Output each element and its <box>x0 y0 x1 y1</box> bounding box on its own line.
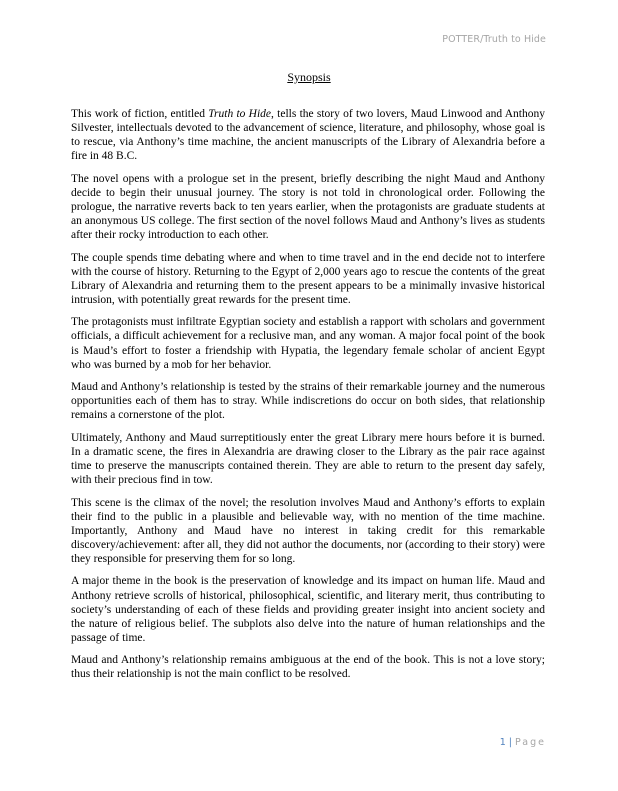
paragraph-6: Ultimately, Anthony and Maud surreptitiously enter the great Library mere hours before it is burned. In a dramatic scene, the fires in Alexandria are drawing closer to the Library as the pair race against time to preserve the manuscripts contained therein. They are able to return to the present day safely, with their precious find in tow. <box>71 431 545 487</box>
paragraph-1-before: This work of fiction, entitled <box>71 108 209 120</box>
paragraph-3: The couple spends time debating where and when to time travel and in the end decide not to interfere with the course of history. Returning to the Egypt of 2,000 years ago to rescue the contents of the great Library of Alexandria and returning them to the present appears to be a minimally invasive historical intrusion, with potentially great rewards for the present time. <box>71 251 545 306</box>
paragraph-1 <box>71 107 545 163</box>
paragraph-2: The novel opens with a prologue set in the present, briefly describing the night Maud and Anthony decide to begin their unusual journey. The story is not told in chronological order. Following the prologue, the narrative reverts back to ten years earlier, when the protagonists are graduate students at an anonymous US college. The first section of the novel follows Maud and Anthony’s lives as students after their rocky introduction to each other. <box>71 172 545 242</box>
page-title: Synopsis <box>287 70 331 84</box>
footer-separator: | <box>508 737 512 748</box>
page-label: Page <box>515 737 546 748</box>
paragraph-5: Maud and Anthony’s relationship is tested by the strains of their remarkable journey and the numerous opportunities each of them has to stray. While indiscretions do occur on both sides, that relationship remains a cornerstone of the plot. <box>71 381 545 422</box>
paragraph-9: Maud and Anthony’s relationship remains ambiguous at the end of the book. This is not a love story; thus their relationship is not the main conflict to be resolved. <box>71 654 545 681</box>
paragraph-7: This scene is the climax of the novel; the resolution involves Maud and Anthony’s efforts to explain their find to the public in a plausible and believable way, with no mention of the time machine. Importantly, Anthony and Maud have no interest in taking credit for this remarkable discovery/achievement: after all, they did not author the documents, nor (according to their story) were they responsible for preserving them for so long. <box>71 496 545 565</box>
page-number: 1 <box>499 737 506 748</box>
synopsis-body <box>71 107 545 690</box>
paragraph-4: The protagonists must infiltrate Egyptian society and establish a rapport with scholars and government officials, a difficult achievement for a reclusive man, and any woman. A major focal point of the book is Maud’s effort to foster a friendship with Hypatia, the legendary female scholar of ancient Egypt who was burned by a mob for her behavior. <box>71 316 545 371</box>
page-footer <box>500 737 546 748</box>
paragraph-8: A major theme in the book is the preservation of knowledge and its impact on human life. Maud and Anthony retrieve scrolls of historical, philosophical, scientific, and literary merit, thus contributing to society’s understanding of each of these fields and providing greater insight into ancient society and the nature of religious belief. The subplots also delve into the nature of human relationships and the passage of time. <box>71 575 545 644</box>
paragraph-1-after: , tells the story of two lovers, Maud Linwood and Anthony Silvester, intellectuals devoted to the advancement of science, literature, and philosophy, whose goal is to rescue, via Anthony’s time machine, the ancient manuscripts of the Library of Alexandria before a fire in 48 B.C. <box>71 108 545 163</box>
running-header: POTTER/Truth to Hide <box>442 34 546 45</box>
book-title-italic: Truth to Hide <box>208 108 272 120</box>
